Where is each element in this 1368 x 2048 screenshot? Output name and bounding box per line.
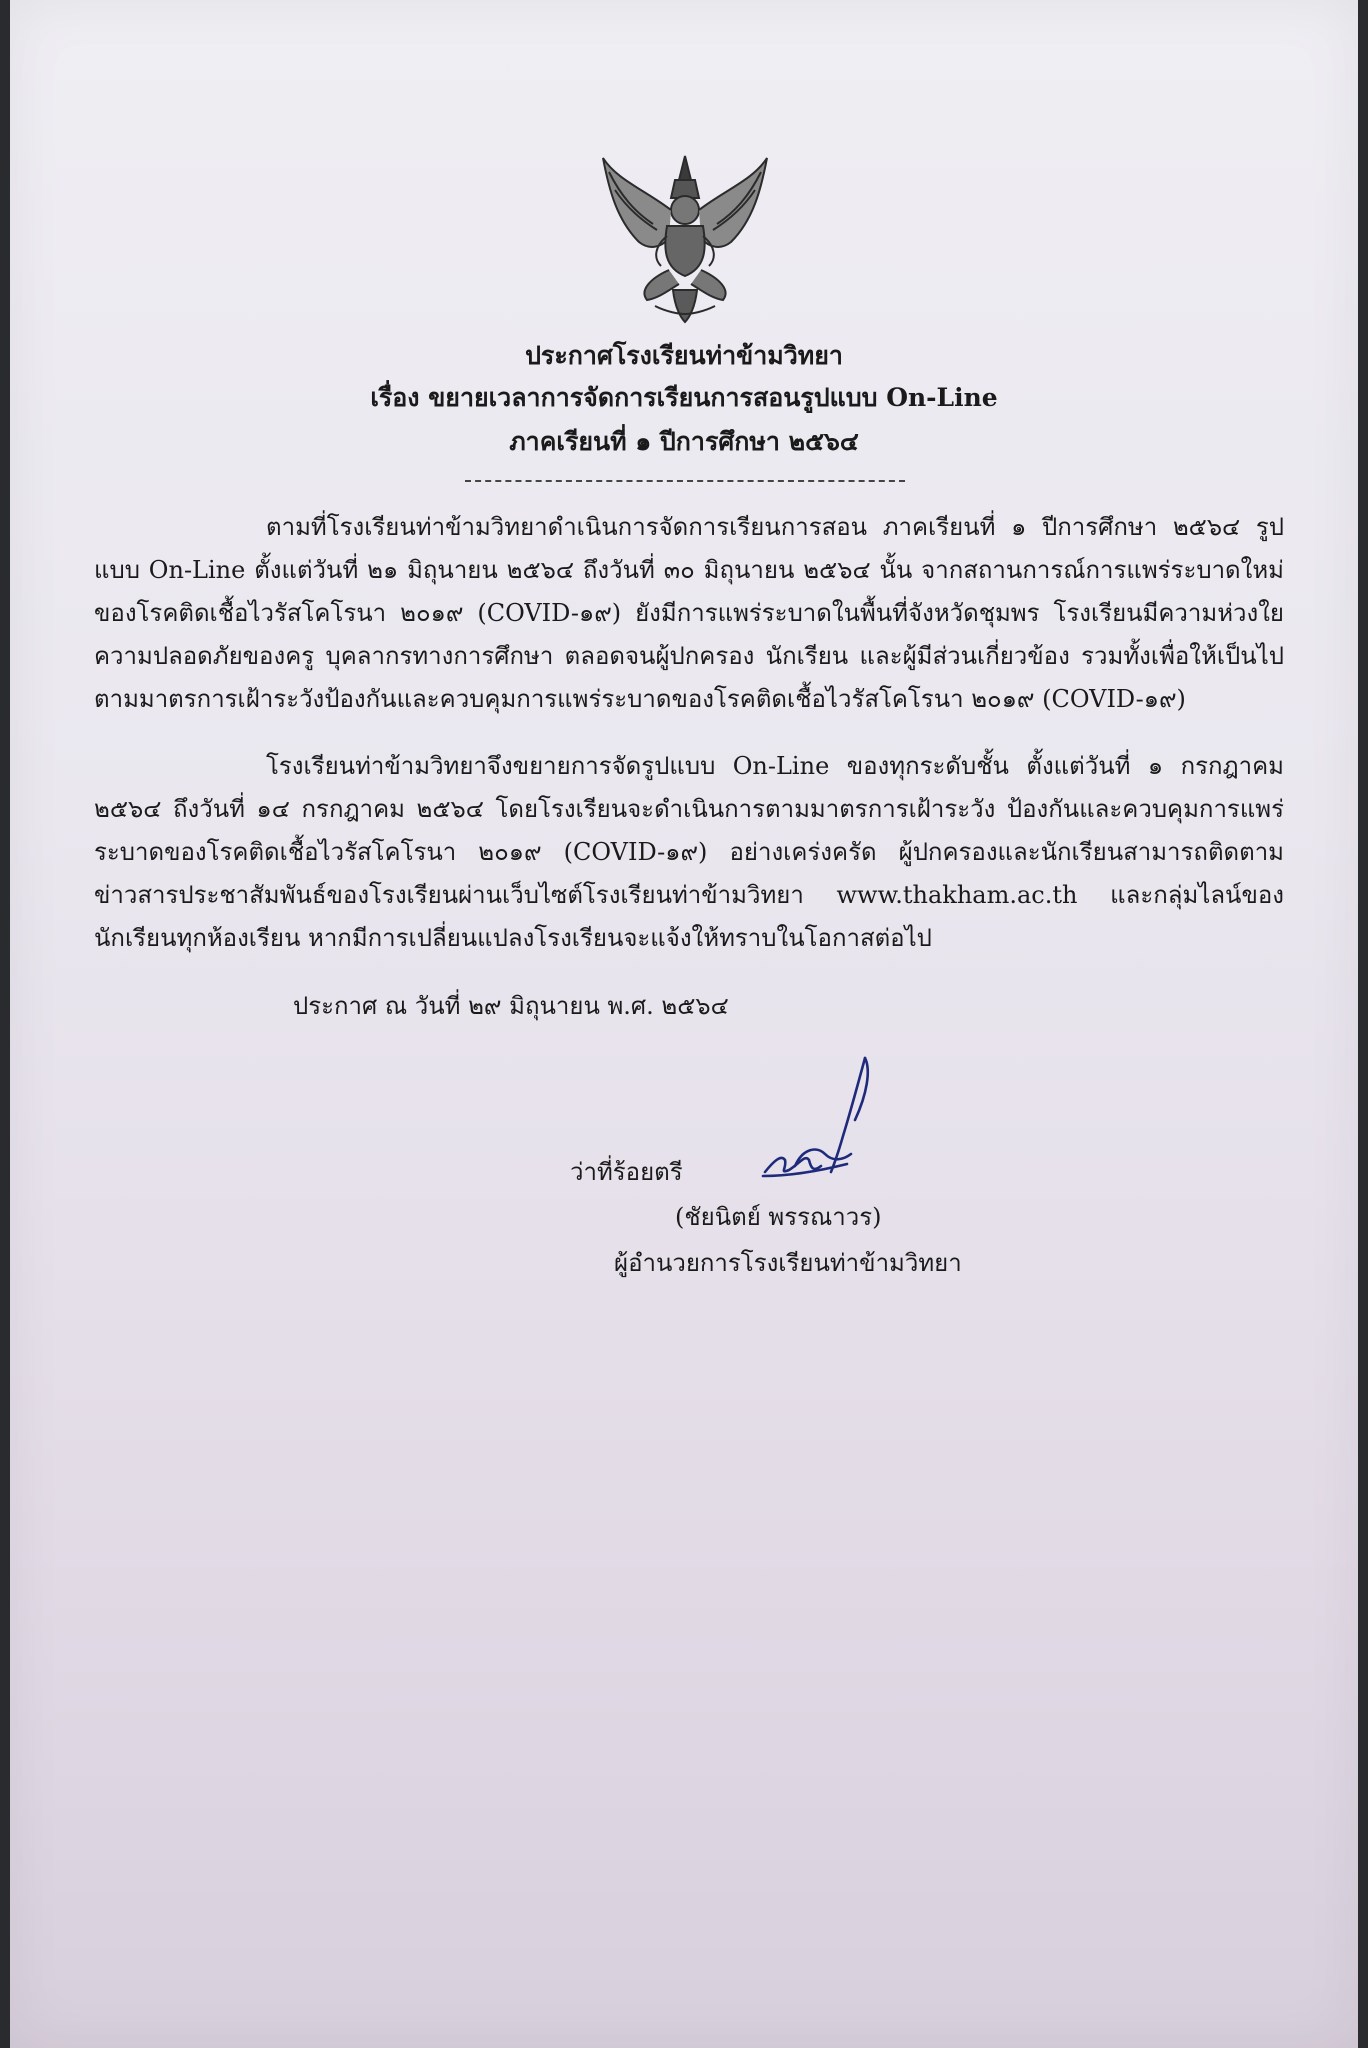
document-term: ภาคเรียนที่ ๑ ปีการศึกษา ๒๕๖๔ — [509, 427, 859, 456]
header-divider — [465, 480, 905, 482]
paragraph-background: ตามที่โรงเรียนท่าข้ามวิทยาดำเนินการจัดการเรียนการสอน ภาคเรียนที่ ๑ ปีการศึกษา ๒๕๖๔ รูปแบบ On-Line ตั้งแต่วันที่ ๒๑ มิถุนายน ๒๕๖๔ ถึงวันที่ ๓๐ มิถุนายน ๒๕๖๔ นั้น จากสถานการณ์การแพร่ระบาดใหม่ของโรคติดเชื้อไวรัสโคโรนา ๒๐๑๙ (COVID-๑๙) ยังมีการแพร่ระบาดในพื้นที่จังหวัดชุมพร โรงเรียนมีความห่วงใย ความปลอดภัยของครู บุคลากรทางการศึกษา ตลอดจนผู้ปกครอง นักเรียน และผู้มีส่วนเกี่ยวข้อง รวมทั้งเพื่อให้เป็นไปตามมาตรการเฝ้าระวังป้องกันและควบคุมการแพร่ระบาดของโรคติดเชื้อไวรัสโคโรนา ๒๐๑๙ (COVID-๑๙) — [94, 513, 1284, 713]
document-page — [10, 0, 1358, 2048]
garuda-emblem-icon — [595, 150, 775, 325]
announcement-date: ประกาศ ณ วันที่ ๒๙ มิถุนายน พ.ศ. ๒๕๖๔ — [293, 992, 729, 1020]
signer-name: (ชัยนิตย์ พรรณาวร) — [675, 1203, 882, 1231]
signer-title: ผู้อำนวยการโรงเรียนท่าข้ามวิทยา — [614, 1249, 962, 1277]
document-subject: เรื่อง ขยายเวลาการจัดการเรียนการสอนรูปแบบ On-Line — [370, 383, 998, 412]
document-title: ประกาศโรงเรียนท่าข้ามวิทยา — [525, 341, 843, 370]
paragraph-extension: โรงเรียนท่าข้ามวิทยาจึงขยายการจัดรูปแบบ On-Line ของทุกระดับชั้น ตั้งแต่วันที่ ๑ กรกฎาคม ๒๕๖๔ ถึงวันที่ ๑๔ กรกฎาคม ๒๕๖๔ โดยโรงเรียนจะดำเนินการตามมาตรการเฝ้าระวัง ป้องกันและควบคุมการแพร่ระบาดของโรคติดเชื้อไวรัสโคโรนา ๒๐๑๙ (COVID-๑๙) อย่างเคร่งครัด ผู้ปกครองและนักเรียนสามารถติดตามข่าวสารประชาสัมพันธ์ของโรงเรียนผ่านเว็บไซต์โรงเรียนท่าข้ามวิทยา www.thakham.ac.th และกลุ่มไลน์ของนักเรียนทุกห้องเรียน หากมีการเปลี่ยนแปลงโรงเรียนจะแจ้งให้ทราบในโอกาสต่อไป — [94, 752, 1284, 952]
signer-rank: ว่าที่ร้อยตรี — [570, 1158, 683, 1186]
handwritten-signature — [755, 1050, 885, 1185]
